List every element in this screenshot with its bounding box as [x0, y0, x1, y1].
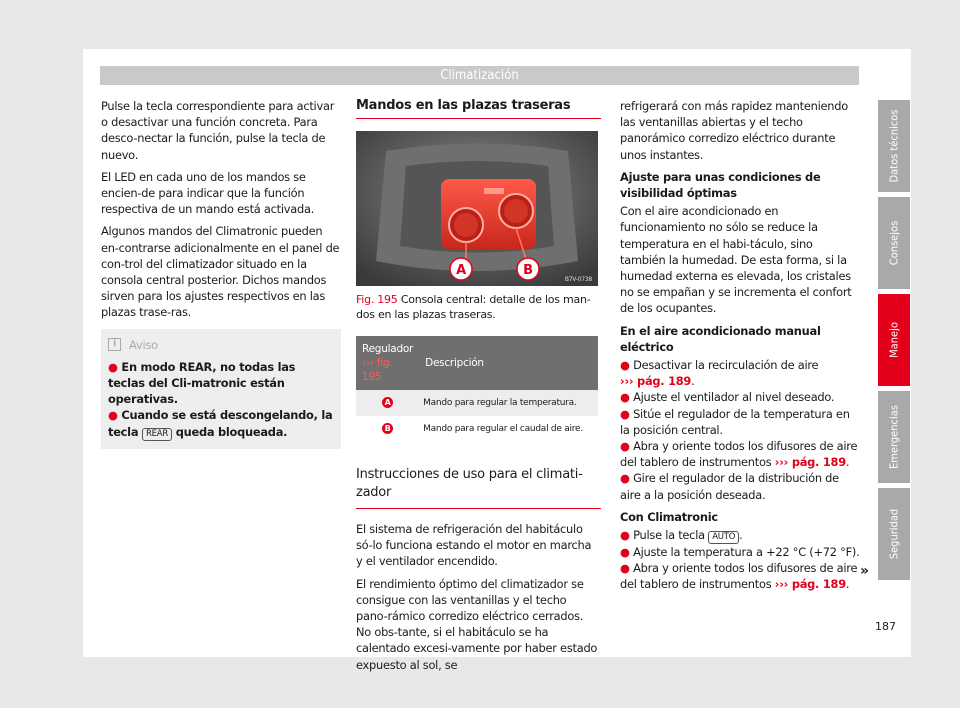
- table-cell: Mando para regular el caudal de aire.: [419, 416, 598, 442]
- rear-console-illustration: [356, 131, 598, 286]
- list-item: ● Abra y oriente todos los difusores de aire del tablero de instrumentos ››› pág. 189.: [620, 561, 858, 592]
- notice-box: [101, 329, 341, 449]
- tab-seguridad[interactable]: Seguridad: [878, 488, 910, 580]
- rear-key-icon: REAR: [142, 428, 172, 441]
- paragraph: refrigerará con más rapidez manteniendo las ventanillas abiertas y el techo panorámico corredizo eléctrico durante unos instantes.: [620, 99, 848, 162]
- page-header: Climatización: [100, 66, 859, 85]
- list-item: ● Ajuste la temperatura a +22 °C (+72 °F).: [620, 545, 860, 560]
- bullet-icon: ●: [108, 359, 118, 374]
- tab-datos-tecnicos[interactable]: Datos técnicos: [878, 100, 910, 192]
- paragraph: El rendimiento óptimo del climatizador se consigue con las ventanillas y el techo pano-rámico corredizo eléctrico cerrados. No obs-tante, si el habitáculo se ha calentado excesi-vamente por haber estado expuesto al sol, se: [356, 576, 598, 672]
- tab-emergencias[interactable]: Emergencias: [878, 391, 910, 483]
- column-right: [620, 98, 860, 593]
- bullet-icon: ●: [620, 545, 630, 560]
- figure-label-b: B: [523, 263, 533, 278]
- section-title: Mandos en las plazas traseras: [356, 98, 601, 119]
- subheading: Con Climatronic: [620, 509, 718, 524]
- paragraph: El sistema de refrigeración del habitáculo só-lo funciona estando el motor en marcha y el ventilador encendido.: [356, 522, 592, 569]
- list-item: ● Sitúe el regulador de la temperatura en la posición central.: [620, 406, 850, 437]
- tab-consejos[interactable]: Consejos: [878, 197, 910, 289]
- table-header-row: [356, 336, 598, 390]
- bullet-icon: ●: [620, 561, 630, 576]
- table-row: [356, 390, 598, 416]
- figure-caption: Fig. 195 Consola central: detalle de los man-dos en las plazas traseras.: [356, 293, 591, 321]
- page-link[interactable]: ››› pág. 189: [774, 455, 846, 470]
- page-link[interactable]: ››› pág. 189: [620, 374, 692, 389]
- notice-bullet: ● En modo REAR, no todas las teclas del Cli-matronic están operativas.: [108, 359, 296, 407]
- table-header-descripcion: Descripción: [419, 336, 598, 390]
- list-item: ● Desactivar la recirculación de aire ››› pág. 189.: [620, 358, 819, 389]
- list-item: ● Abra y oriente todos los difusores de aire del tablero de instrumentos ››› pág. 189.: [620, 439, 858, 470]
- table-cell: Mando para regular la temperatura.: [419, 390, 598, 416]
- notice-bullet: ● Cuando se está descongelando, la tecla REAR queda bloqueada.: [108, 408, 333, 439]
- figure-code: B7V-0738: [564, 276, 592, 283]
- list-item: ● Pulse la tecla AUTO .: [620, 528, 743, 543]
- bullet-icon: ●: [620, 390, 630, 405]
- figure-label-a: A: [456, 263, 466, 278]
- page-link[interactable]: ››› pág. 189: [774, 577, 846, 592]
- paragraph: El LED en cada uno de los mandos se encien-de para indicar que la función respectiva de un mando está activada.: [101, 169, 315, 217]
- paragraph: Con el aire acondicionado en funcionamiento no sólo se reduce la temperatura en el habi-táculo, sino también la humedad. De esta forma, si la humedad externa es elevada, los cristales no se empañan y se incrementa el confort de los ocupantes.: [620, 204, 852, 316]
- section-title: Instrucciones de uso para el climati-zador: [356, 466, 601, 509]
- figure-ref: Fig. 195: [356, 293, 398, 306]
- notice-header: [108, 337, 333, 353]
- bullet-icon: ●: [620, 528, 630, 543]
- subheading: En el aire acondicionado manual eléctrico: [620, 323, 821, 354]
- bullet-icon: ●: [620, 471, 630, 486]
- controls-table: [356, 336, 598, 442]
- bullet-icon: ●: [620, 406, 630, 421]
- column-middle: [356, 98, 601, 679]
- label-a-icon: A: [382, 397, 393, 408]
- bullet-icon: ●: [620, 439, 630, 454]
- column-left: [101, 98, 341, 449]
- auto-key-icon: AUTO: [708, 531, 739, 544]
- tab-manejo[interactable]: Manejo: [878, 294, 910, 386]
- bullet-icon: ●: [620, 358, 630, 373]
- info-icon: i: [108, 338, 121, 351]
- table-header-regulador: Regulador ››› fig. 195: [356, 336, 419, 390]
- list-item: ● Gire el regulador de la distribución de aire a la posición deseada.: [620, 471, 839, 502]
- paragraph: Algunos mandos del Climatronic pueden en-contrarse adicionalmente en el panel de con-trol del climatizador situado en la consola central posterior. Dichos mandos sirven para los ajustes respectivos en las plazas trase-ras.: [101, 224, 340, 320]
- subheading: Ajuste para unas condiciones de visibilidad óptimas: [620, 169, 821, 201]
- bullet-icon: ●: [108, 408, 118, 423]
- list-item: ● Ajuste el ventilador al nivel deseado.: [620, 390, 835, 405]
- paragraph: Pulse la tecla correspondiente para activar o desactivar una función concreta. Para desco-nectar la función, pulse la tecla de nuevo.: [101, 99, 335, 162]
- page-number: 187: [875, 620, 896, 633]
- table-row: [356, 416, 598, 442]
- figure-rear-controls: [356, 131, 598, 286]
- notice-title: Aviso: [129, 337, 158, 352]
- continue-arrow-icon: »: [860, 563, 870, 579]
- label-b-icon: B: [382, 423, 393, 434]
